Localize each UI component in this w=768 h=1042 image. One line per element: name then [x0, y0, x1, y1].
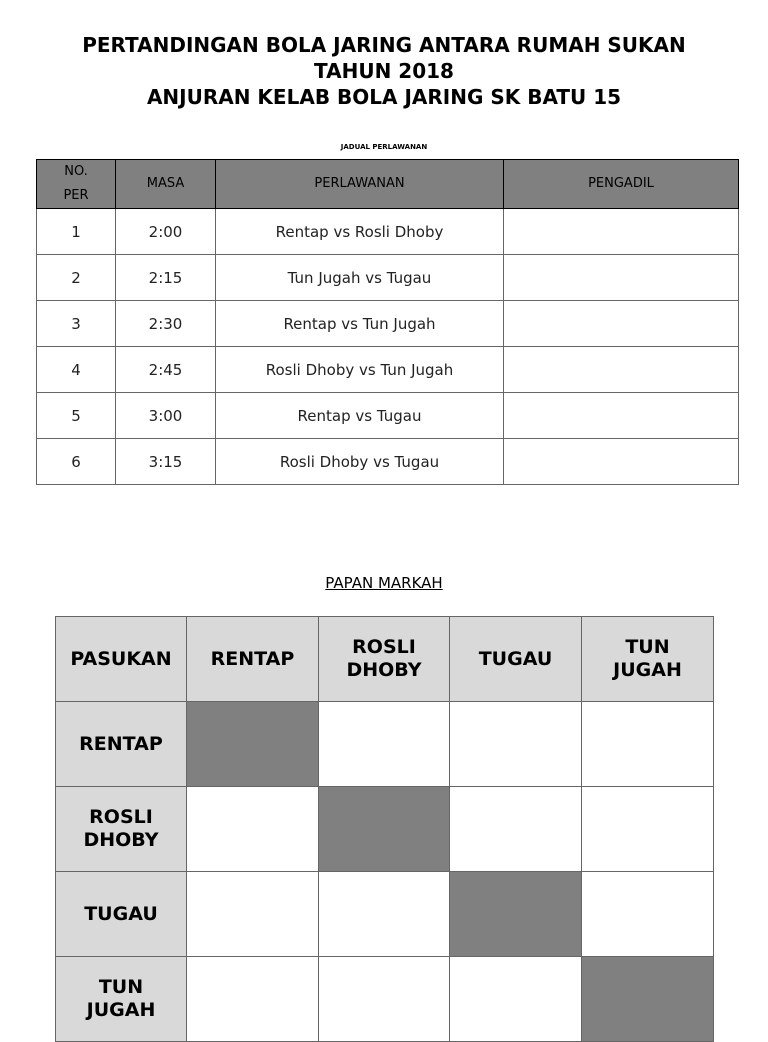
title-line-1: PERTANDINGAN BOLA JARING ANTARA RUMAH SUKAN: [82, 33, 686, 57]
col-header-no: [37, 160, 116, 209]
team-label-line2: DHOBY: [83, 829, 159, 851]
scoreboard-row-tun-jugah: [56, 957, 714, 1042]
schedule-header-row: [37, 160, 739, 209]
score-cell[interactable]: [450, 702, 582, 787]
scoreboard-header-row: [56, 617, 714, 702]
row-team-rentap: [56, 702, 187, 787]
scoreboard-row-rentap: [56, 702, 714, 787]
scoreboard-title: PAPAN MARKAH: [325, 574, 443, 592]
team-label-line1: RENTAP: [79, 732, 163, 755]
score-cell-blocked: [582, 957, 714, 1042]
table-row: [37, 301, 739, 347]
row-team-rosli-dhoby: [56, 787, 187, 872]
table-row: [37, 255, 739, 301]
cell-match: Rentap vs Tugau: [216, 393, 504, 439]
cell-referee[interactable]: [504, 393, 739, 439]
cell-time: 2:30: [116, 301, 216, 347]
team-label-line1: RENTAP: [210, 647, 295, 670]
team-label-line1: TUN: [625, 636, 670, 658]
team-label-line2: JUGAH: [613, 659, 682, 681]
score-cell-blocked: [319, 787, 450, 872]
team-label-line2: JUGAH: [86, 999, 156, 1021]
title-line-2: TAHUN 2018: [314, 59, 454, 83]
title-line-3: ANJURAN KELAB BOLA JARING SK BATU 15: [146, 85, 622, 109]
table-row: [37, 393, 739, 439]
cell-time: 3:00: [116, 393, 216, 439]
cell-referee[interactable]: [504, 209, 739, 255]
score-cell-blocked: [450, 872, 582, 957]
score-cell[interactable]: [582, 702, 714, 787]
team-label-line1: TUN: [98, 976, 144, 998]
score-cell[interactable]: [582, 872, 714, 957]
score-cell[interactable]: [450, 787, 582, 872]
scoreboard-table: [55, 616, 714, 1042]
col-header-referee: PENGADIL: [504, 160, 739, 209]
score-cell[interactable]: [319, 957, 450, 1042]
cell-no: 4: [37, 347, 116, 393]
col-header-match: PERLAWANAN: [216, 160, 504, 209]
cell-referee[interactable]: [504, 255, 739, 301]
team-label-line1: TUGAU: [84, 902, 158, 925]
cell-match: Rosli Dhoby vs Tun Jugah: [216, 347, 504, 393]
score-cell-blocked: [187, 702, 319, 787]
col-team-tun-jugah: [582, 617, 714, 702]
score-cell[interactable]: [319, 872, 450, 957]
scoreboard-row-rosli-dhoby: [56, 787, 714, 872]
cell-time: 2:15: [116, 255, 216, 301]
cell-time: 3:15: [116, 439, 216, 485]
cell-no: 3: [37, 301, 116, 347]
col-team-rentap: [187, 617, 319, 702]
cell-no: 5: [37, 393, 116, 439]
row-team-tun-jugah: [56, 957, 187, 1042]
cell-no: 1: [37, 209, 116, 255]
team-label-line2: DHOBY: [346, 659, 422, 681]
cell-match: Rentap vs Rosli Dhoby: [216, 209, 504, 255]
cell-time: 2:45: [116, 347, 216, 393]
score-cell[interactable]: [187, 787, 319, 872]
table-row: [37, 439, 739, 485]
cell-no: 2: [37, 255, 116, 301]
team-label-line1: ROSLI: [89, 806, 153, 828]
col-header-time: MASA: [116, 160, 216, 209]
scoreboard-corner-label: PASUKAN: [56, 617, 187, 702]
cell-no: 6: [37, 439, 116, 485]
cell-referee[interactable]: [504, 439, 739, 485]
document-title: [0, 32, 768, 110]
score-cell[interactable]: [582, 787, 714, 872]
cell-referee[interactable]: [504, 347, 739, 393]
col-team-rosli-dhoby: [319, 617, 450, 702]
cell-match: Rosli Dhoby vs Tugau: [216, 439, 504, 485]
col-team-tugau: [450, 617, 582, 702]
table-row: [37, 347, 739, 393]
cell-referee[interactable]: [504, 301, 739, 347]
cell-match: Tun Jugah vs Tugau: [216, 255, 504, 301]
team-label-line1: TUGAU: [478, 647, 553, 670]
score-cell[interactable]: [319, 702, 450, 787]
score-cell[interactable]: [187, 872, 319, 957]
cell-time: 2:00: [116, 209, 216, 255]
table-row: [37, 209, 739, 255]
scoreboard-row-tugau: [56, 872, 714, 957]
cell-match: Rentap vs Tun Jugah: [216, 301, 504, 347]
col-header-no-line1: NO.: [64, 164, 88, 179]
team-label-line1: ROSLI: [352, 636, 416, 658]
schedule-subheading: JADUAL PERLAWANAN: [340, 143, 428, 151]
score-cell[interactable]: [187, 957, 319, 1042]
score-cell[interactable]: [450, 957, 582, 1042]
schedule-table: [36, 159, 739, 485]
row-team-tugau: [56, 872, 187, 957]
col-header-no-line2: PER: [63, 188, 89, 203]
